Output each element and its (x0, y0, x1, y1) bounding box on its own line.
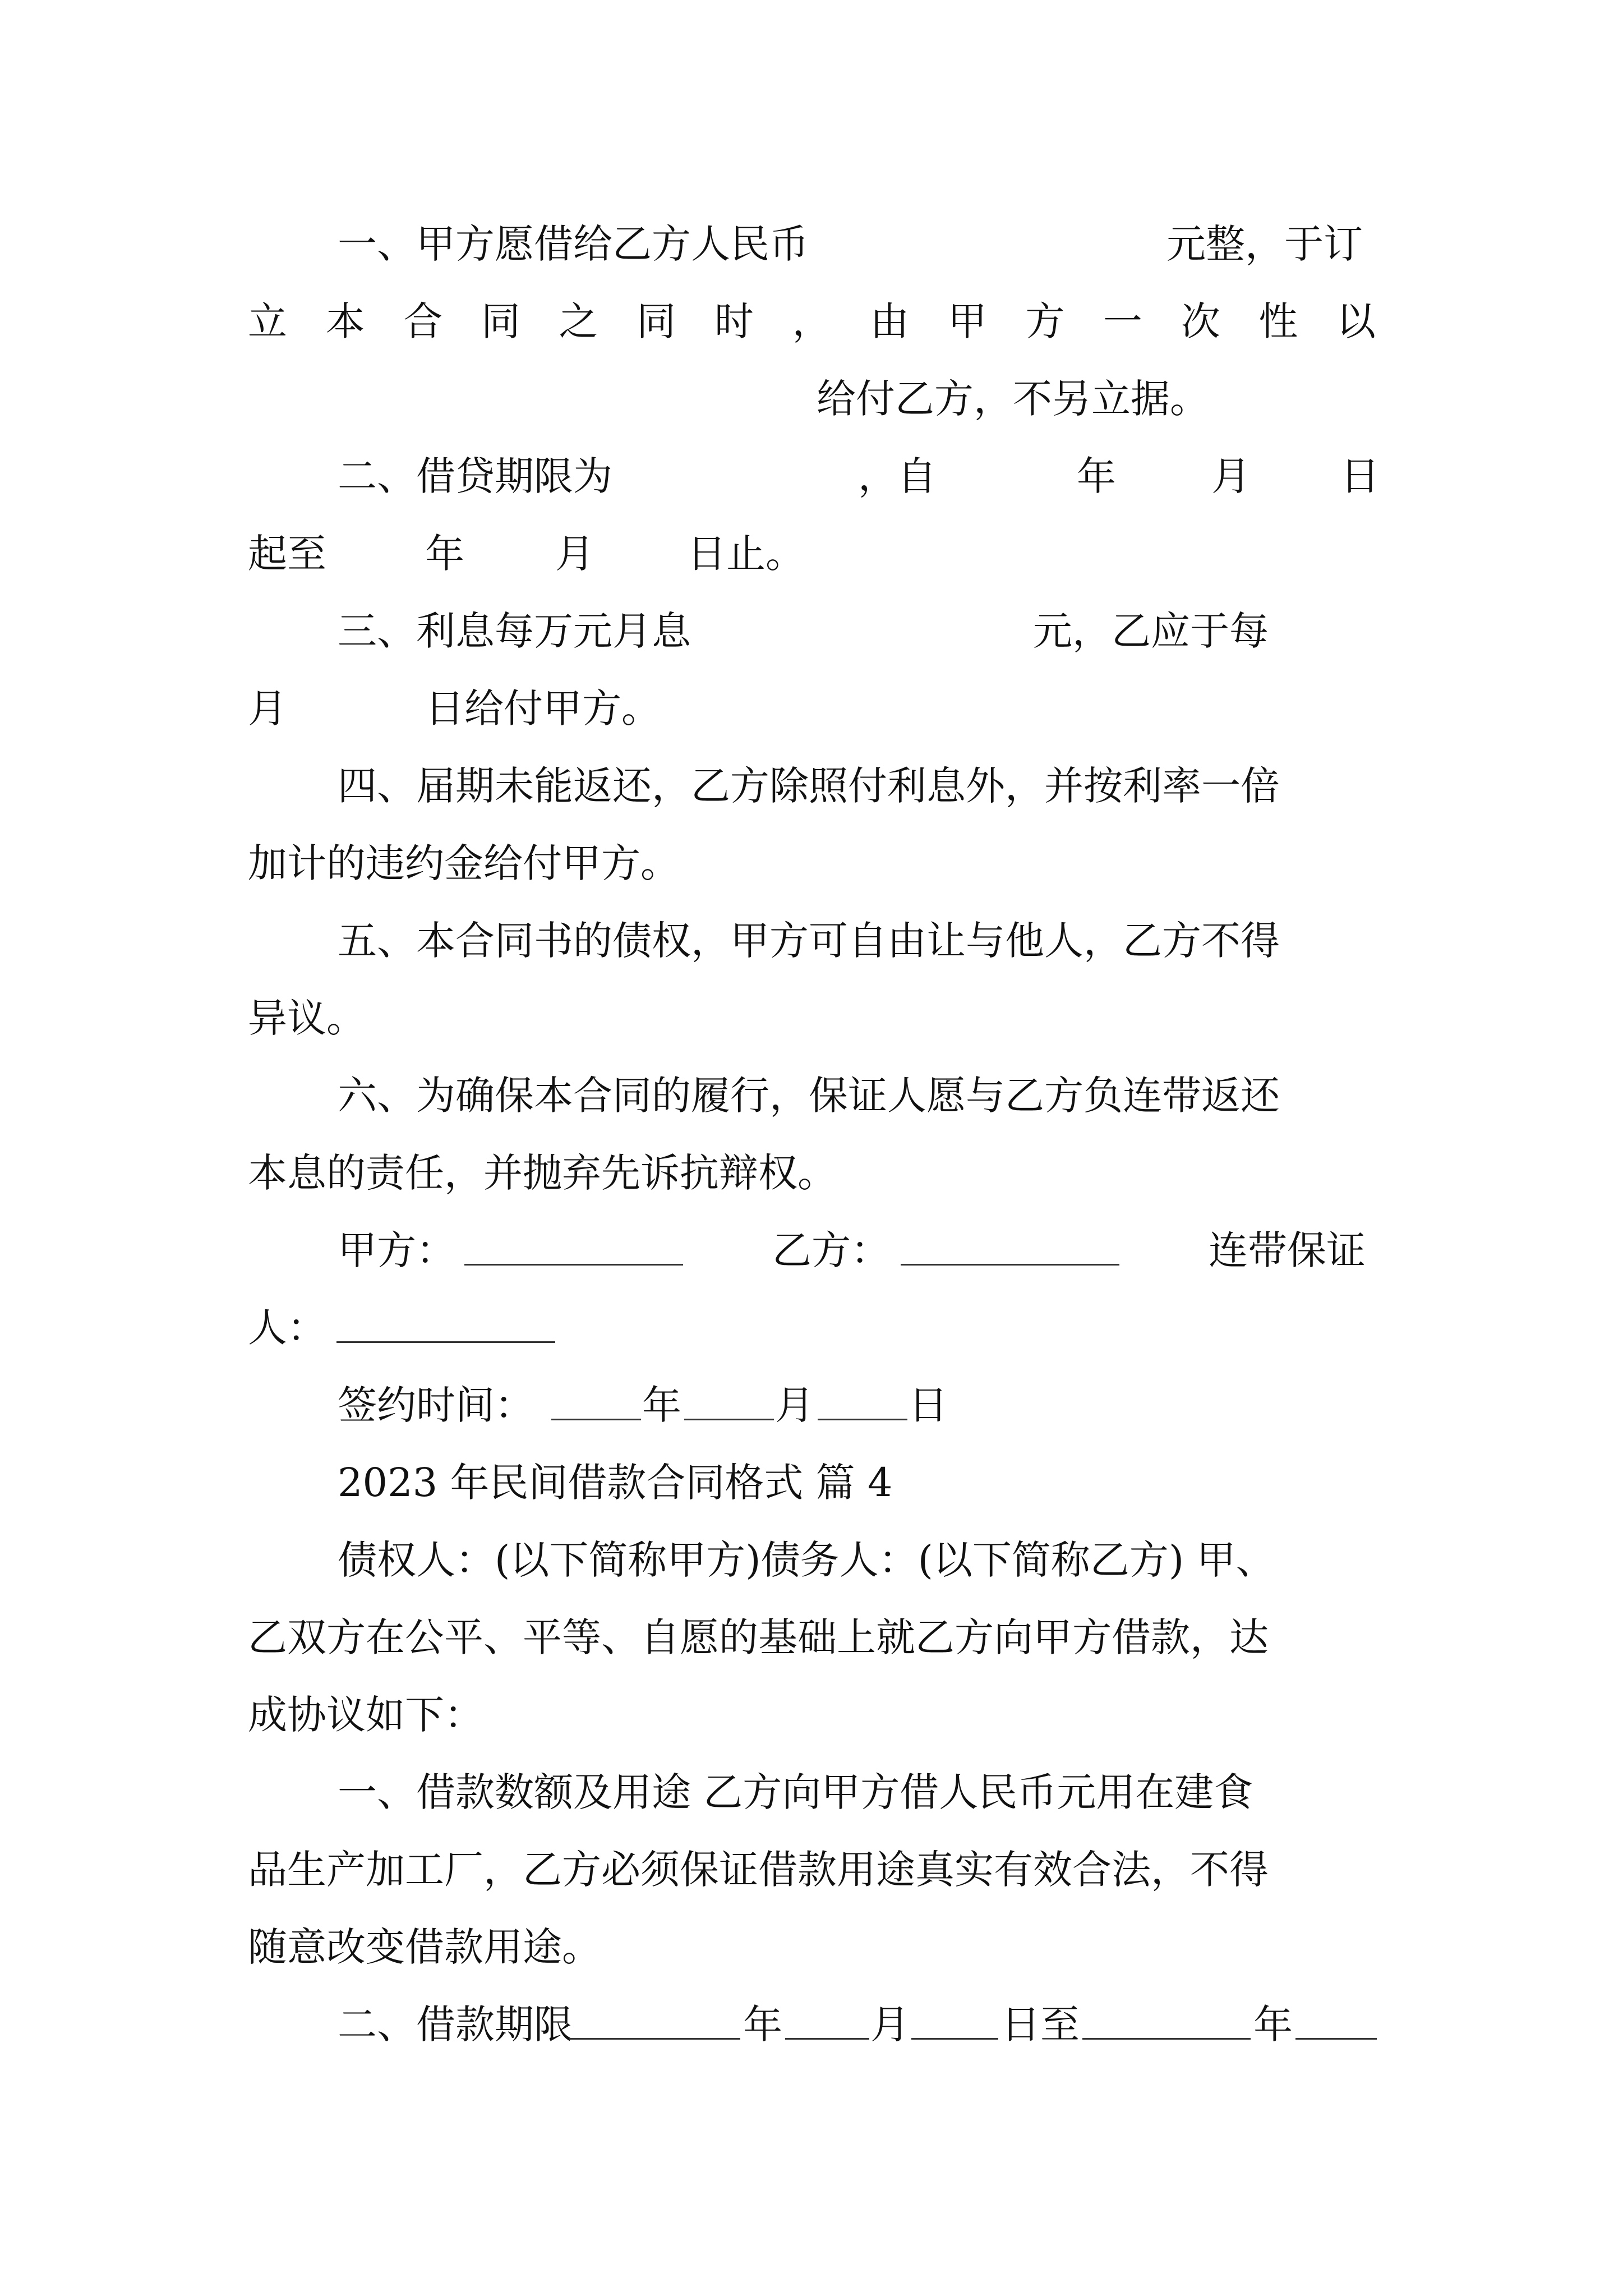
clause-2-day-2: 日止。 (687, 531, 805, 577)
clause-2-month-2: 月 (555, 531, 594, 577)
clause-4-line-1: 四、届期未能返还，乙方除照付利息外，并按利率一倍 (338, 763, 1280, 809)
sign-time-label: 签约时间： (338, 1382, 534, 1428)
char: 以 (1336, 298, 1376, 344)
sign-day-label: 日 (909, 1382, 948, 1428)
clause-3-line-1b: 元，乙应于每 (1033, 608, 1269, 654)
clause-3-line-2a: 月 (248, 685, 287, 731)
clause-2-line-1b: ，自 (858, 453, 937, 499)
clause-2-year: 年 (1077, 453, 1116, 499)
clause-3-line-2b: 日给付甲方。 (425, 685, 661, 731)
sign-month-label: 月 (775, 1382, 814, 1428)
char: 合 (403, 298, 443, 344)
guarantor-label-a: 连带保证 (1209, 1227, 1366, 1273)
section-heading: 2023 年民间借款合同格式 篇 4 (338, 1460, 893, 1506)
clause-4-line-2: 加计的违约金给付甲方。 (248, 840, 680, 886)
clause-1-line-3: 给付乙方，不另立据。 (817, 376, 1209, 422)
party-b-blank (901, 1230, 1119, 1266)
char: 次 (1181, 298, 1220, 344)
clause-1-line-1b: 元整，于订 (1166, 221, 1363, 267)
party-a-label: 甲方： (338, 1227, 455, 1273)
clause-2-day: 日 (1340, 453, 1380, 499)
sign-year-blank (551, 1385, 641, 1420)
sign-month-blank (684, 1385, 774, 1420)
char: 同 (637, 298, 676, 344)
char: 性 (1258, 298, 1298, 344)
char: 方 (1025, 298, 1065, 344)
loan-term-month: 月 (870, 2001, 910, 2047)
clause-6-line-2: 本息的责任，并抛弃先诉抗辩权。 (248, 1150, 837, 1196)
char: 时 (714, 298, 754, 344)
loan-term-year: 年 (743, 2001, 782, 2047)
parties-line-1: 债权人：(以下简称甲方)债务人：(以下简称乙方) 甲、 (338, 1537, 1275, 1583)
loan-use-line-1: 一、借款数额及用途 乙方向甲方借人民币元用在建食 (338, 1769, 1253, 1815)
char: 之 (559, 298, 598, 344)
char: 由 (870, 298, 910, 344)
char: 甲 (947, 298, 987, 344)
loan-term-day-blank (911, 2004, 998, 2040)
clause-5-line-1: 五、本合同书的债权，甲方可自由让与他人，乙方不得 (338, 918, 1280, 964)
char: ， (792, 298, 832, 344)
clause-1-line-1a: 一、甲方愿借给乙方人民币 (338, 221, 809, 267)
clause-2-line-2a: 起至 (248, 531, 326, 577)
clause-6-line-1: 六、为确保本合同的履行，保证人愿与乙方负连带返还 (338, 1073, 1280, 1119)
party-a-blank (464, 1230, 683, 1266)
loan-term-end-month-blank (1295, 2004, 1377, 2040)
clause-2-month: 月 (1211, 453, 1251, 499)
clause-2-line-1a: 二、借贷期限为 (338, 453, 612, 499)
loan-use-line-2: 品生产加工厂，乙方必须保证借款用途真实有效合法，不得 (248, 1847, 1269, 1893)
loan-term-label: 二、借款期限 (338, 2001, 573, 2047)
char: 立 (248, 298, 287, 344)
loan-term-day-to: 日至 (1001, 2001, 1080, 2047)
clause-1-line-2 (248, 296, 1376, 347)
loan-term-month-blank (785, 2004, 869, 2040)
sign-day-blank (818, 1385, 907, 1420)
clause-2-year-2: 年 (425, 531, 464, 577)
loan-term-end-year-blank (1082, 2004, 1251, 2040)
parties-line-2: 乙双方在公平、平等、自愿的基础上就乙方向甲方借款，达 (248, 1614, 1269, 1660)
loan-use-line-3: 随意改变借款用途。 (248, 1924, 601, 1970)
clause-5-line-2: 异议。 (248, 995, 366, 1041)
guarantor-blank (336, 1308, 555, 1343)
guarantor-label-b: 人： (248, 1305, 326, 1351)
char: 同 (481, 298, 520, 344)
char: 一 (1103, 298, 1143, 344)
loan-term-end-year: 年 (1253, 2001, 1293, 2047)
clause-3-line-1a: 三、利息每万元月息 (338, 608, 691, 654)
loan-term-year-blank (569, 2004, 740, 2040)
char: 本 (325, 298, 365, 344)
party-b-label: 乙方： (772, 1227, 890, 1273)
sign-year-label: 年 (642, 1382, 681, 1428)
parties-line-3: 成协议如下： (248, 1692, 483, 1738)
